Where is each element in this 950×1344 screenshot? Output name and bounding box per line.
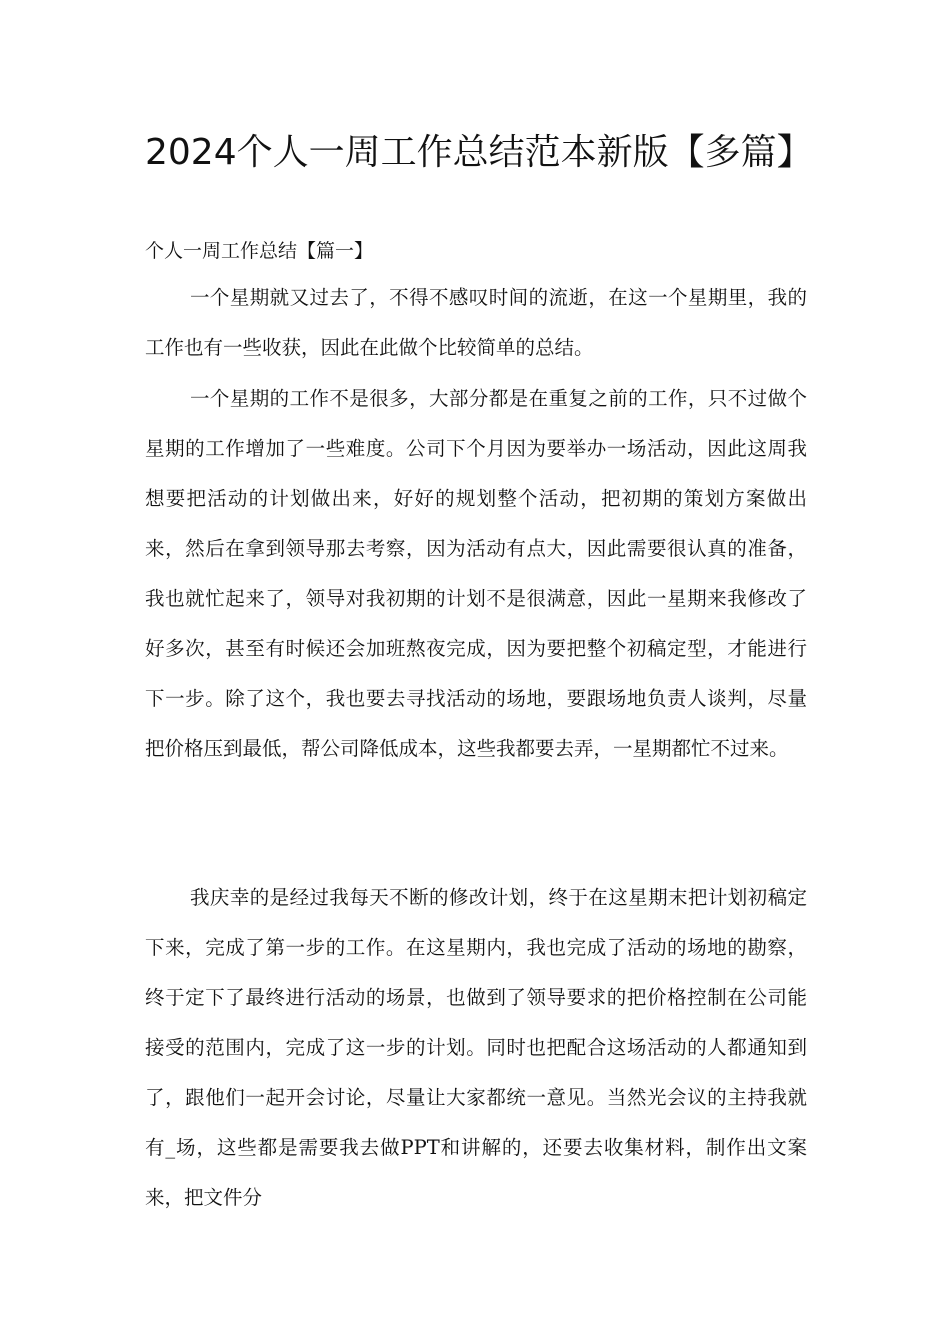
- paragraph-1: 一个星期就又过去了，不得不感叹时间的流逝，在这一个星期里，我的工作也有一些收获，因此在此做个比较简单的总结。: [145, 286, 807, 359]
- paragraph-3: 我庆幸的是经过我每天不断的修改计划，终于在这星期末把计划初稿定下来，完成了第一步的工作。在这星期内，我也完成了活动的场地的勘察，终于定下了最终进行活动的场景，也做到了领导要求的把价格控制在公司能接受的范围内，完成了这一步的计划。同时也把配合这场活动的人都通知到了，跟他们一起开会讨论，尽量让大家都统一意见。当然光会议的主持我就有_场，这些都是需要我去做PPT和讲解的，还要去收集材料，制作出文案来，把文件分: [145, 886, 807, 1209]
- section-heading: 个人一周工作总结【篇一】: [145, 240, 374, 262]
- document-title: 2024个人一周工作总结范本新版【多篇】: [145, 132, 813, 173]
- paragraph-2: 一个星期的工作不是很多，大部分都是在重复之前的工作，只不过做个星期的工作增加了一些难度。公司下个月因为要举办一场活动，因此这周我想要把活动的计划做出来，好好的规划整个活动，把初期的策划方案做出来，然后在拿到领导那去考察，因为活动有点大，因此需要很认真的准备，我也就忙起来了，领导对我初期的计划不是很满意，因此一星期来我修改了好多次，甚至有时候还会加班熬夜完成，因为要把整个初稿定型，才能进行下一步。除了这个，我也要去寻找活动的场地，要跟场地负责人谈判，尽量把价格压到最低，帮公司降低成本，这些我都要去弄，一星期都忙不过来。: [145, 387, 807, 760]
